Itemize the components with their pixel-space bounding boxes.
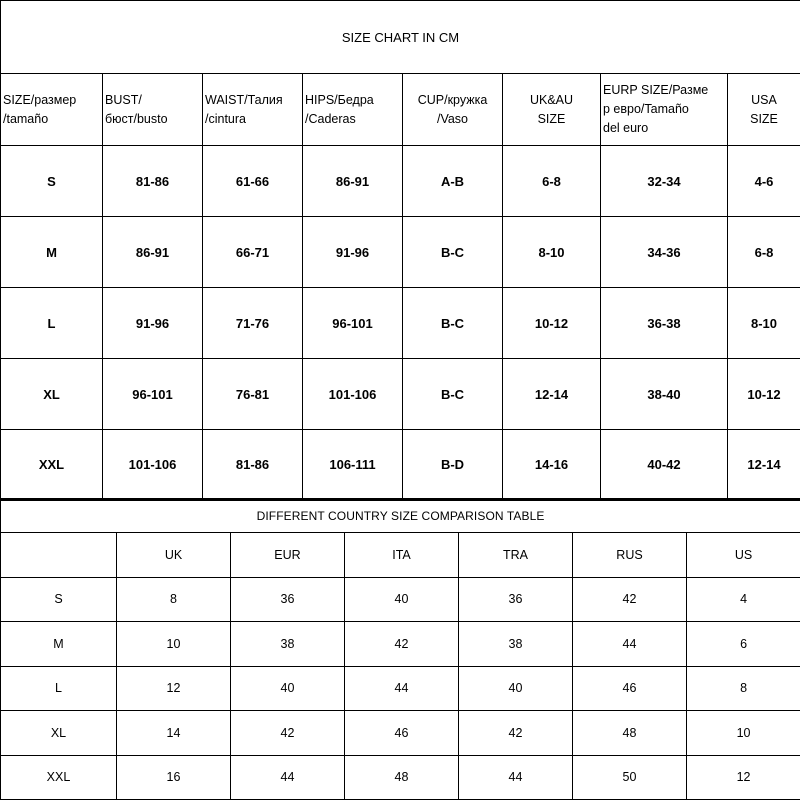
size-cell: S [1, 146, 103, 217]
usa-cell: 6-8 [728, 217, 800, 288]
eur-cell: 40 [231, 666, 345, 710]
us-cell: 8 [687, 666, 800, 710]
rus-cell: 48 [573, 711, 687, 755]
uk-cell: 14 [117, 711, 231, 755]
hips-cell: 86-91 [303, 146, 403, 217]
uk-cell: 8 [117, 577, 231, 621]
cup-cell: B-C [403, 217, 503, 288]
size-chart-header-row [1, 74, 800, 146]
header-eur: EUR [231, 533, 345, 577]
eurp-cell: 40-42 [601, 430, 728, 499]
size-cell: XL [1, 359, 103, 430]
size-cell: XXL [1, 430, 103, 499]
bust-cell: 86-91 [103, 217, 203, 288]
header-eurp-size: EURP SIZE/Разме р евро/Tamaño del euro [601, 74, 728, 146]
rus-cell: 44 [573, 622, 687, 666]
eur-cell: 42 [231, 711, 345, 755]
waist-cell: 71-76 [203, 288, 303, 359]
cup-cell: B-C [403, 288, 503, 359]
table-row [1, 288, 800, 359]
header-size: SIZE/размер /tamaño [1, 74, 103, 146]
hips-cell: 101-106 [303, 359, 403, 430]
rus-cell: 42 [573, 577, 687, 621]
eur-cell: 38 [231, 622, 345, 666]
uk-au-cell: 6-8 [503, 146, 601, 217]
eurp-cell: 36-38 [601, 288, 728, 359]
comparison-table-title: DIFFERENT COUNTRY SIZE COMPARISON TABLE [1, 499, 800, 533]
ita-cell: 44 [345, 666, 459, 710]
eur-cell: 44 [231, 755, 345, 799]
ita-cell: 48 [345, 755, 459, 799]
tra-cell: 38 [459, 622, 573, 666]
hips-cell: 96-101 [303, 288, 403, 359]
uk-au-cell: 8-10 [503, 217, 601, 288]
uk-cell: 10 [117, 622, 231, 666]
size-cell: L [1, 666, 117, 710]
comparison-header-row [1, 533, 800, 577]
ita-cell: 46 [345, 711, 459, 755]
size-cell: XL [1, 711, 117, 755]
usa-cell: 4-6 [728, 146, 800, 217]
table-row [1, 146, 800, 217]
table-row [1, 666, 800, 710]
us-cell: 12 [687, 755, 800, 799]
eurp-cell: 34-36 [601, 217, 728, 288]
usa-cell: 10-12 [728, 359, 800, 430]
ita-cell: 42 [345, 622, 459, 666]
usa-cell: 12-14 [728, 430, 800, 499]
uk-au-cell: 10-12 [503, 288, 601, 359]
us-cell: 6 [687, 622, 800, 666]
us-cell: 4 [687, 577, 800, 621]
header-rus: RUS [573, 533, 687, 577]
table-row [1, 359, 800, 430]
rus-cell: 50 [573, 755, 687, 799]
size-cell: M [1, 622, 117, 666]
waist-cell: 76-81 [203, 359, 303, 430]
table-row [1, 755, 800, 799]
bust-cell: 101-106 [103, 430, 203, 499]
size-cell: S [1, 577, 117, 621]
cup-cell: B-D [403, 430, 503, 499]
header-waist: WAIST/Талия /cintura [203, 74, 303, 146]
header-bust: BUST/бюст/busto [103, 74, 203, 146]
uk-cell: 16 [117, 755, 231, 799]
country-comparison-table [0, 498, 800, 800]
size-cell: M [1, 217, 103, 288]
rus-cell: 46 [573, 666, 687, 710]
header-ita: ITA [345, 533, 459, 577]
size-chart-title: SIZE CHART IN CM [1, 1, 800, 74]
table-row [1, 217, 800, 288]
tra-cell: 36 [459, 577, 573, 621]
us-cell: 10 [687, 711, 800, 755]
table-row [1, 622, 800, 666]
bust-cell: 81-86 [103, 146, 203, 217]
hips-cell: 91-96 [303, 217, 403, 288]
tra-cell: 42 [459, 711, 573, 755]
table-row [1, 430, 800, 499]
size-cell: XXL [1, 755, 117, 799]
waist-cell: 81-86 [203, 430, 303, 499]
table-row [1, 577, 800, 621]
header-usa-size: USA SIZE [728, 74, 800, 146]
usa-cell: 8-10 [728, 288, 800, 359]
header-cup: CUP/кружка /Vaso [403, 74, 503, 146]
cup-cell: A-B [403, 146, 503, 217]
header-uk-au-size: UK&AU SIZE [503, 74, 601, 146]
eurp-cell: 32-34 [601, 146, 728, 217]
bust-cell: 96-101 [103, 359, 203, 430]
hips-cell: 106-111 [303, 430, 403, 499]
uk-au-cell: 12-14 [503, 359, 601, 430]
header-uk: UK [117, 533, 231, 577]
header-tra: TRA [459, 533, 573, 577]
uk-au-cell: 14-16 [503, 430, 601, 499]
ita-cell: 40 [345, 577, 459, 621]
bust-cell: 91-96 [103, 288, 203, 359]
uk-cell: 12 [117, 666, 231, 710]
size-cell: L [1, 288, 103, 359]
header-hips: HIPS/Бедра /Caderas [303, 74, 403, 146]
eur-cell: 36 [231, 577, 345, 621]
table-row [1, 711, 800, 755]
header-us: US [687, 533, 800, 577]
header-corner [1, 533, 117, 577]
tra-cell: 40 [459, 666, 573, 710]
waist-cell: 61-66 [203, 146, 303, 217]
eurp-cell: 38-40 [601, 359, 728, 430]
cup-cell: B-C [403, 359, 503, 430]
tra-cell: 44 [459, 755, 573, 799]
waist-cell: 66-71 [203, 217, 303, 288]
